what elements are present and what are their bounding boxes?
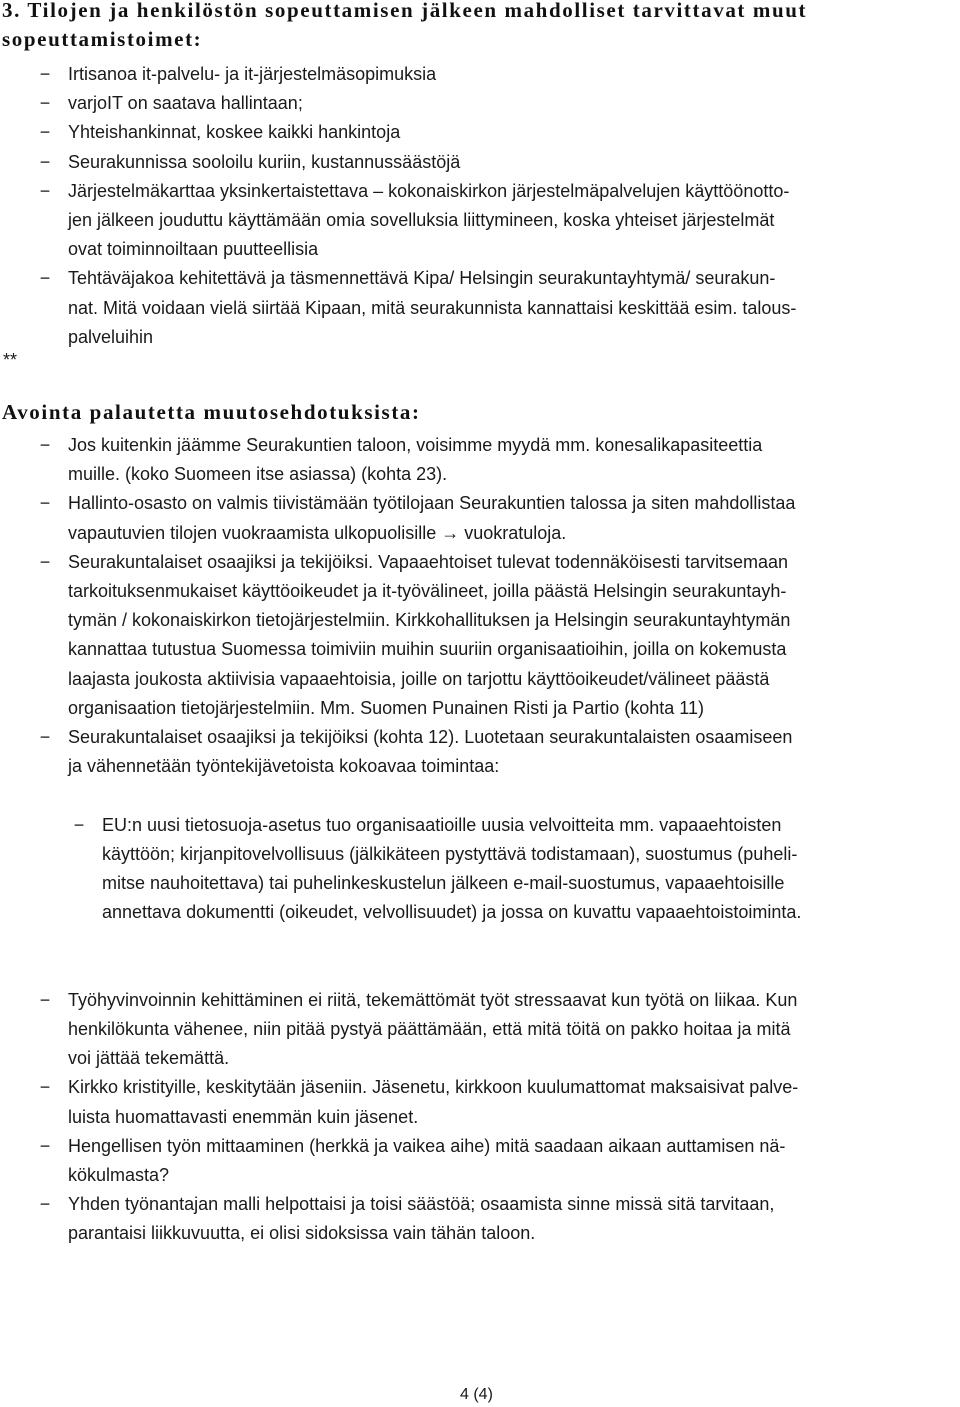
list-item — [39, 60, 958, 89]
bullet-dash: − — [39, 93, 51, 114]
list-item-text: Seurakuntalaiset osaajiksi ja tekijöiksi. Vapaaehtoiset tulevat todennäköisesti tarvitsemaan tarkoituksenmukaiset käyttöoikeudet ja it-työvälineet, joilla päästä Helsingin seurakuntayh- tymän / kokonaiskirkon tietojärjestelmiin. Kirkkohallituksen ja Helsingin seurakuntayhtymän kannattaa tutustua Suomessa toimiviin muihin suuriin organisaatioihin, joilla on kokemusta laajasta joukosta aktiivisia vapaaehtoisia, joille on tarjottu käyttöoikeudet/välineet päästä organisaation tietojärjestelmiin. Mm. Suomen Punainen Risti ja Partio (kohta 11) — [68, 551, 791, 718]
asterisks-marker: ** — [3, 350, 18, 370]
bullet-dash: − — [39, 151, 51, 172]
list-item — [39, 489, 960, 547]
list-item-text: varjoIT on saatava hallintaan; — [68, 93, 303, 114]
list-item-text: Seurakunnissa sooloilu kuriin, kustannussäästöjä — [68, 151, 461, 172]
bullet-dash: − — [39, 989, 51, 1010]
list-item — [39, 1190, 960, 1248]
list-item-text: Yhden työnantajan malli helpottaisi ja toisi säästöä; osaamista sinne missä sitä tarvitaan, parantaisi liikkuvuutta, ei olisi sidoksissa vain tähän taloon. — [68, 1194, 775, 1244]
list-item — [39, 723, 960, 986]
feedback-list — [39, 431, 960, 1249]
feedback-heading: Avointa palautetta muutosehdotuksista: — [2, 400, 421, 424]
bullet-dash: − — [73, 814, 85, 835]
bullet-dash: − — [39, 64, 51, 84]
list-item-text: Hallinto-osasto on valmis tiivistämään työtilojaan Seurakuntien talossa ja siten mahdollistaa vapautuvien tilojen vuokraamista ulkopuolisille → vuokratuloja. — [68, 493, 796, 543]
list-item-text: Irtisanoa it-palvelu- ja it-järjestelmäsopimuksia — [68, 64, 437, 84]
list-item-text: Työhyvinvoinnin kehittäminen ei riitä, tekemättömät työt stressaavat kun työtä on liikaa. Kun henkilökunta vähenee, niin pitää pystyä päättämään, että mitä töitä on pakko hoitaa ja mitä voi jättää tekemättä. — [68, 989, 798, 1069]
bullet-dash: − — [39, 180, 51, 201]
list-item-text: Yhteishankinnat, koskee kaikki hankintoja — [68, 122, 401, 143]
list-item — [39, 1073, 960, 1131]
page-number: 4 (4) — [460, 1386, 493, 1403]
list-item — [39, 986, 960, 1074]
measures-list — [39, 60, 958, 352]
bullet-dash: − — [39, 1077, 51, 1098]
list-item — [39, 177, 958, 265]
list-item-text: Järjestelmäkarttaa yksinkertaistettava – kokonaiskirkon järjestelmäpalvelujen käyttöönotto- jen jälkeen jouduttu käyttämään omia sovelluksia liittymineen, koska yhteiset järjestelmät ovat toiminnoiltaan puutteellisia — [68, 180, 790, 260]
list-item-text: Jos kuitenkin jäämme Seurakuntien taloon, voisimme myydä mm. konesalikapasiteettia muille. (koko Suomeen itse asiassa) (kohta 23). — [68, 435, 763, 485]
list-item — [39, 431, 960, 489]
list-item-text: Kirkko kristityille, keskitytään jäseniin. Jäsenetu, kirkkoon kuulumattomat maksaisivat palve- luista huomattavasti enemmän kuin jäsenet. — [68, 1077, 799, 1127]
bullet-dash: − — [39, 1135, 51, 1156]
list-item-text: Tehtäväjakoa kehitettävä ja täsmennettävä Kipa/ Helsingin seurakuntayhtymä/ seurakun- nat. Mitä voidaan vielä siirtää Kipaan, mitä seurakunnista kannattaisi keskittää esim. talous- palveluihin — [68, 268, 797, 347]
bullet-dash: − — [39, 493, 51, 514]
bullet-dash: − — [39, 435, 51, 455]
list-item — [39, 89, 958, 118]
list-item — [39, 264, 958, 352]
list-item-text: Hengellisen työn mittaaminen (herkkä ja vaikea aihe) mitä saadaan aikaan auttamisen nä- kökulmasta? — [68, 1135, 786, 1186]
bullet-dash: − — [39, 268, 51, 289]
list-item — [39, 148, 958, 177]
bullet-dash: − — [39, 551, 51, 572]
list-item-text: EU:n uusi tietosuoja-asetus tuo organisaatioille uusia velvoitteita mm. vapaaehtoisten käyttöön; kirjanpitovelvollisuus (jälkikäteen pystyttävä todistamaan), suostumus (puheli- mitse nauhoitettava) tai puhelinkeskustelun jälkeen e-mail-suostumus, vapaaehtoisille annettava dokumentti (oikeudet, velvollisuudet) ja jossa on kuvattu vapaaehtoistoiminta. — [102, 814, 802, 923]
bullet-dash: − — [39, 727, 51, 748]
list-item — [73, 811, 960, 928]
list-item — [39, 118, 958, 147]
bullet-dash: − — [39, 122, 51, 143]
nested-list — [68, 781, 960, 956]
list-item — [39, 548, 960, 723]
list-item-text: Seurakuntalaiset osaajiksi ja tekijöiksi (kohta 12). Luotetaan seurakuntalaisten osaamiseen ja vähennetään työntekijävetoista kokoavaa toimintaa: — [68, 727, 793, 777]
list-item — [39, 1132, 960, 1190]
section-heading: 3. Tilojen ja henkilöstön sopeuttamisen jälkeen mahdolliset tarvittavat muut sopeuttamistoimet: — [2, 0, 808, 51]
bullet-dash: − — [39, 1194, 51, 1215]
